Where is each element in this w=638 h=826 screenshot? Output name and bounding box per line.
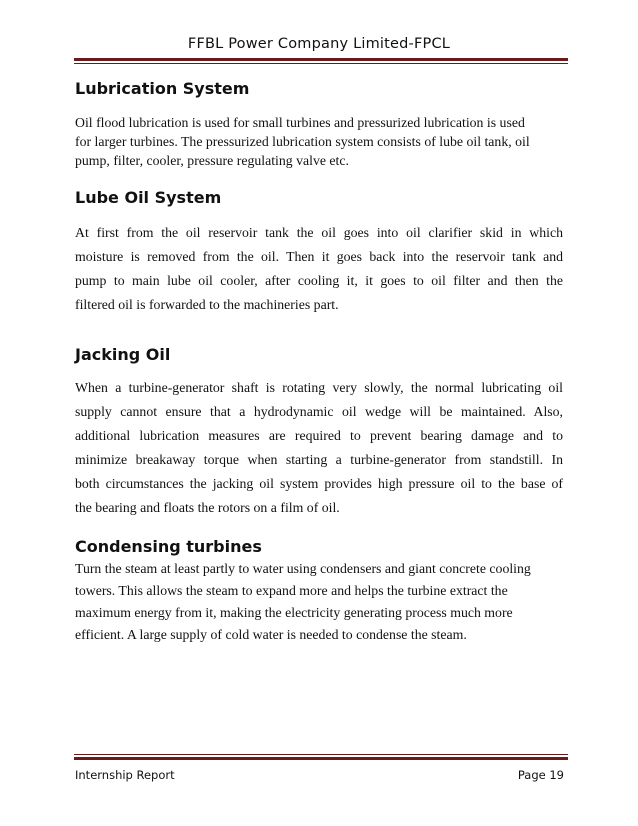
page-header-title: FFBL Power Company Limited-FPCL (187, 36, 451, 52)
body-line: the bearing and floats the rotors on a film of oil. (75, 500, 340, 515)
section-body-jacking-oil (75, 376, 563, 520)
body-line: additional lubrication measures are required to prevent bearing damage and to (75, 428, 563, 443)
body-line: minimize breakaway torque when starting a turbine-generator from standstill. In (75, 452, 563, 467)
body-line: pump to main lube oil cooler, after cooling it, it goes to oil filter and then the (75, 273, 563, 288)
section-body-condensing-turbines (75, 558, 563, 646)
body-line: pump, filter, cooler, pressure regulating valve etc. (75, 153, 349, 168)
body-line: efficient. A large supply of cold water is needed to condense the steam. (75, 627, 467, 642)
footer-report-label: Internship Report (75, 768, 175, 782)
body-line: Oil flood lubrication is used for small turbines and pressurized lubrication is used (75, 115, 525, 130)
body-line: Turn the steam at least partly to water using condensers and giant concrete cooling (75, 561, 531, 576)
body-line: supply cannot ensure that a hydrodynamic oil wedge will be maintained. Also, (75, 404, 563, 419)
body-line: moisture is removed from the oil. Then it goes back into the reservoir tank and (75, 249, 563, 264)
section-body-lube-oil-system (75, 221, 563, 317)
footer-rule-thick (74, 757, 568, 760)
section-heading-jacking-oil: Jacking Oil (75, 345, 171, 364)
footer-page-number: Page 19 (517, 768, 564, 782)
body-line: towers. This allows the steam to expand more and helps the turbine extract the (75, 583, 508, 598)
body-line: At first from the oil reservoir tank the oil goes into oil clarifier skid in which (75, 225, 563, 240)
header-rule-thin (74, 63, 568, 64)
body-line: When a turbine-generator shaft is rotating very slowly, the normal lubricating oil (75, 380, 563, 395)
section-heading-condensing-turbines: Condensing turbines (75, 537, 262, 556)
section-body-lubrication-system (75, 113, 563, 170)
footer-rule-thin (74, 754, 568, 755)
body-line: for larger turbines. The pressurized lubrication system consists of lube oil tank, oil (75, 134, 530, 149)
section-heading-lube-oil-system: Lube Oil System (75, 188, 222, 207)
header-rule-thick (74, 58, 568, 61)
body-line: maximum energy from it, making the electricity generating process much more (75, 605, 513, 620)
body-line: both circumstances the jacking oil system provides high pressure oil to the base of (75, 476, 563, 491)
body-line: filtered oil is forwarded to the machineries part. (75, 297, 339, 312)
section-heading-lubrication-system: Lubrication System (75, 79, 250, 98)
